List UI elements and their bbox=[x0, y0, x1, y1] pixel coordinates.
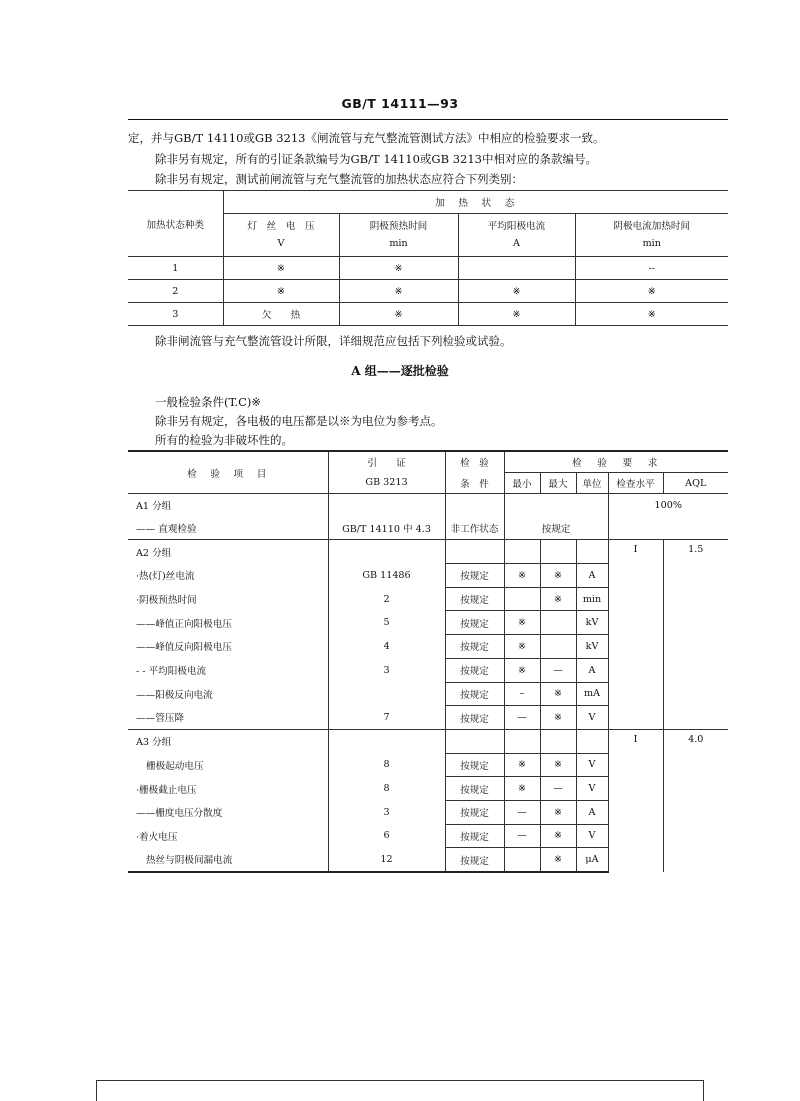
item-unit: min bbox=[576, 587, 608, 611]
item-cond: 按规定 bbox=[445, 682, 504, 706]
a1-group-row bbox=[128, 494, 728, 517]
a1-ref: GB/T 14110 中 4.3 bbox=[328, 517, 445, 540]
a3-level: Ⅰ bbox=[608, 729, 663, 872]
item-ref: GB 11486 bbox=[328, 564, 445, 588]
header-rule bbox=[128, 119, 728, 120]
inspection-table bbox=[128, 450, 728, 873]
heating-cell: ※ bbox=[339, 303, 458, 326]
item-max: ※ bbox=[540, 824, 576, 848]
item-unit: A bbox=[576, 800, 608, 824]
filament-voltage-header: 灯 丝 电 压 V bbox=[223, 214, 339, 257]
max-header: 最大 bbox=[540, 473, 576, 494]
page-header: GB/T 14111—93 bbox=[341, 96, 459, 111]
item-ref: 3 bbox=[328, 800, 445, 824]
item-min: — bbox=[504, 800, 540, 824]
item-cond: 按规定 bbox=[445, 848, 504, 872]
item-name: ——峰值正向阳极电压 bbox=[128, 611, 328, 635]
item-min: ※ bbox=[504, 564, 540, 588]
heating-cell: ※ bbox=[223, 280, 339, 303]
item-name: 热丝与阴极间漏电流 bbox=[128, 848, 328, 872]
paragraph-heating-state: 除非另有规定，测试前闸流管与充气整流管的加热状态应符合下列类别： bbox=[155, 172, 523, 186]
item-ref: 7 bbox=[328, 706, 445, 730]
a1-aql-all: 100% bbox=[608, 494, 728, 517]
avg-anode-current-header: 平均阳极电流 A bbox=[458, 214, 575, 257]
item-unit: V bbox=[576, 706, 608, 730]
cathode-heat-time-header: 阴极电流加热时间 min bbox=[575, 214, 728, 257]
item-name: ·栅极截止电压 bbox=[128, 777, 328, 801]
item-unit: kV bbox=[576, 611, 608, 635]
item-unit: A bbox=[576, 564, 608, 588]
heating-cat: 3 bbox=[128, 303, 223, 326]
heating-cell: ※ bbox=[575, 303, 728, 326]
a3-group-label: A3 分组 bbox=[128, 729, 328, 753]
a1-item: —— 直观检验 bbox=[128, 517, 328, 540]
cathode-preheat-header: 阴极预热时间 min bbox=[339, 214, 458, 257]
item-max: — bbox=[540, 658, 576, 682]
heating-cell: -- bbox=[575, 257, 728, 280]
item-cond: 按规定 bbox=[445, 706, 504, 730]
heating-row bbox=[128, 303, 728, 326]
heating-cat: 1 bbox=[128, 257, 223, 280]
heating-cell: ※ bbox=[458, 303, 575, 326]
item-ref: 4 bbox=[328, 635, 445, 659]
heating-row bbox=[128, 257, 728, 280]
item-unit: μA bbox=[576, 848, 608, 872]
a1-group-label: A1 分组 bbox=[128, 494, 328, 517]
item-ref bbox=[328, 682, 445, 706]
unit-header: 单位 bbox=[576, 473, 608, 494]
item-ref: 3 bbox=[328, 658, 445, 682]
reference-std-header: GB 3213 bbox=[328, 473, 445, 494]
heating-cell: ※ bbox=[575, 280, 728, 303]
min-header: 最小 bbox=[504, 473, 540, 494]
item-min bbox=[504, 848, 540, 872]
requirements-header: 检 验 要 求 bbox=[504, 451, 728, 473]
heating-cell: ※ bbox=[458, 280, 575, 303]
item-cond: 按规定 bbox=[445, 564, 504, 588]
item-min: ※ bbox=[504, 777, 540, 801]
heating-cell bbox=[458, 257, 575, 280]
a3-aql: 4.0 bbox=[663, 729, 728, 872]
item-ref: 8 bbox=[328, 777, 445, 801]
paragraph-continuation: 定，并与GB/T 14110或GB 3213《闸流管与充气整流管测试方法》中相应的检验要求一致。 bbox=[128, 131, 605, 145]
paragraph-reference-potential: 除非另有规定，各电极的电压都是以※为电位为参考点。 bbox=[155, 414, 443, 428]
item-min: ※ bbox=[504, 753, 540, 777]
paragraph-non-destructive: 所有的检验为非破坏性的。 bbox=[155, 433, 293, 447]
a2-aql: 1.5 bbox=[663, 540, 728, 730]
item-max bbox=[540, 635, 576, 659]
item-name: 栅极起动电压 bbox=[128, 753, 328, 777]
item-max: ※ bbox=[540, 753, 576, 777]
item-max: ※ bbox=[540, 706, 576, 730]
item-min: — bbox=[504, 824, 540, 848]
item-min: ※ bbox=[504, 611, 540, 635]
heating-cell: ※ bbox=[339, 280, 458, 303]
paragraph-general-conditions: 一般检验条件(T.C)※ bbox=[155, 395, 262, 409]
item-max: ※ bbox=[540, 564, 576, 588]
item-unit: kV bbox=[576, 635, 608, 659]
item-max: ※ bbox=[540, 587, 576, 611]
heating-cell: ※ bbox=[223, 257, 339, 280]
a1-req: 按规定 bbox=[504, 517, 608, 540]
item-cond: 按规定 bbox=[445, 587, 504, 611]
item-cond: 按规定 bbox=[445, 800, 504, 824]
item-max: ※ bbox=[540, 848, 576, 872]
item-name: ——阳极反向电流 bbox=[128, 682, 328, 706]
a2-group-row bbox=[128, 540, 728, 564]
heating-cell: ※ bbox=[339, 257, 458, 280]
a1-cond: 非工作状态 bbox=[445, 517, 504, 540]
item-name: ——栅度电压分散度 bbox=[128, 800, 328, 824]
item-max: ※ bbox=[540, 682, 576, 706]
a1-visual-row bbox=[128, 517, 728, 540]
heating-cell: 欠 热 bbox=[223, 303, 339, 326]
a2-group-label: A2 分组 bbox=[128, 540, 328, 564]
heating-group-header: 加 热 状 态 bbox=[223, 191, 728, 214]
item-max: — bbox=[540, 777, 576, 801]
heating-row bbox=[128, 280, 728, 303]
item-min: ※ bbox=[504, 635, 540, 659]
item-name: ——管压降 bbox=[128, 706, 328, 730]
item-name: ·阴极预热时间 bbox=[128, 587, 328, 611]
item-unit: V bbox=[576, 824, 608, 848]
item-min: ※ bbox=[504, 658, 540, 682]
condition-header: 检 验 bbox=[445, 451, 504, 473]
item-name: ·着火电压 bbox=[128, 824, 328, 848]
inspection-level-header: 检查水平 bbox=[608, 473, 663, 494]
condition-header-2: 条 件 bbox=[445, 473, 504, 494]
item-unit: V bbox=[576, 777, 608, 801]
heating-state-table bbox=[128, 190, 728, 326]
item-min: — bbox=[504, 706, 540, 730]
item-max bbox=[540, 611, 576, 635]
item-min: – bbox=[504, 682, 540, 706]
item-unit: V bbox=[576, 753, 608, 777]
heating-category-header: 加热状态种类 bbox=[128, 191, 223, 257]
paragraph-clause-numbering: 除非另有规定，所有的引证条款编号为GB/T 14110或GB 3213中相对应的条款编号。 bbox=[155, 152, 597, 166]
item-cond: 按规定 bbox=[445, 777, 504, 801]
item-min bbox=[504, 587, 540, 611]
aql-header: AQL bbox=[663, 473, 728, 494]
reference-header: 引 证 bbox=[328, 451, 445, 473]
item-ref: 12 bbox=[328, 848, 445, 872]
item-cond: 按规定 bbox=[445, 824, 504, 848]
item-ref: 5 bbox=[328, 611, 445, 635]
heating-cat: 2 bbox=[128, 280, 223, 303]
item-cond: 按规定 bbox=[445, 658, 504, 682]
item-ref: 2 bbox=[328, 587, 445, 611]
item-ref: 8 bbox=[328, 753, 445, 777]
item-unit: A bbox=[576, 658, 608, 682]
a2-level: Ⅰ bbox=[608, 540, 663, 730]
item-header: 检 验 项 目 bbox=[128, 451, 328, 494]
item-cond: 按规定 bbox=[445, 753, 504, 777]
item-unit: mA bbox=[576, 682, 608, 706]
item-name: - - 平均阳极电流 bbox=[128, 658, 328, 682]
paragraph-spec-scope: 除非闸流管与充气整流管设计所限，详细规范应包括下列检验或试验。 bbox=[155, 334, 512, 348]
a3-group-row bbox=[128, 729, 728, 753]
item-ref: 6 bbox=[328, 824, 445, 848]
item-cond: 按规定 bbox=[445, 611, 504, 635]
item-name: ——峰值反向阳极电压 bbox=[128, 635, 328, 659]
item-cond: 按规定 bbox=[445, 635, 504, 659]
item-name: ·热(灯)丝电流 bbox=[128, 564, 328, 588]
section-title: A 组——逐批检验 bbox=[351, 364, 449, 378]
item-max: ※ bbox=[540, 800, 576, 824]
